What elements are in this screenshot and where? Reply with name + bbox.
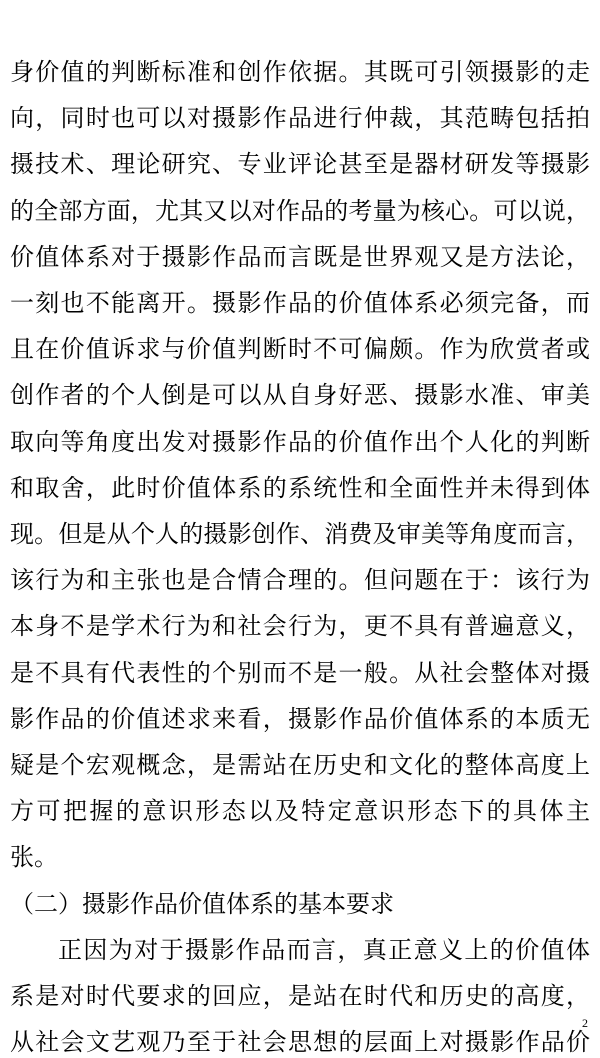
text-line: 且在价值诉求与价值判断时不可偏颇。作为欣赏者或 — [10, 335, 590, 363]
text-line: 张。 — [10, 843, 58, 871]
text-line: 价值体系对于摄影作品而言既是世界观又是方法论， — [10, 243, 590, 271]
text-line: 摄技术、理论研究、专业评论甚至是器材研发等摄影 — [10, 150, 590, 178]
text-line: 的全部方面，尤其又以对作品的考量为核心。可以说， — [10, 197, 590, 225]
text-line: 正因为对于摄影作品而言，真正意义上的价值体 — [58, 936, 590, 964]
text-line: 本身不是学术行为和社会行为，更不具有普遍意义， — [10, 612, 590, 640]
text-line: 向，同时也可以对摄影作品进行仲裁，其范畴包括拍 — [10, 104, 590, 132]
text-line: 影作品的价值述求来看，摄影作品价值体系的本质无 — [10, 705, 590, 733]
text-line: 方可把握的意识形态以及特定意识形态下的具体主 — [10, 797, 590, 825]
text-line: 从社会文艺观乃至于社会思想的层面上对摄影作品价 — [10, 1028, 590, 1056]
text-line: 和取舍，此时价值体系的系统性和全面性并未得到体 — [10, 474, 590, 502]
text-line: 创作者的个人倒是可以从自身好恶、摄影水准、审美 — [10, 381, 590, 409]
text-line: 该行为和主张也是合情合理的。但问题在于：该行为 — [10, 566, 590, 594]
text-line: 是不具有代表性的个别而不是一般。从社会整体对摄 — [10, 659, 590, 687]
text-line: 疑是个宏观概念，是需站在历史和文化的整体高度上 — [10, 751, 590, 779]
text-line: 现。但是从个人的摄影创作、消费及审美等角度而言， — [10, 520, 590, 548]
text-line: 身价值的判断标准和创作依据。其既可引领摄影的走 — [10, 58, 590, 86]
text-line: 系是对时代要求的回应，是站在时代和历史的高度， — [10, 982, 590, 1010]
section-heading: （二）摄影作品价值体系的基本要求 — [10, 890, 394, 918]
text-line: 取向等角度出发对摄影作品的价值作出个人化的判断 — [10, 428, 590, 456]
text-line: 一刻也不能离开。摄影作品的价值体系必须完备，而 — [10, 289, 590, 317]
page-number: 2 — [582, 1016, 588, 1030]
